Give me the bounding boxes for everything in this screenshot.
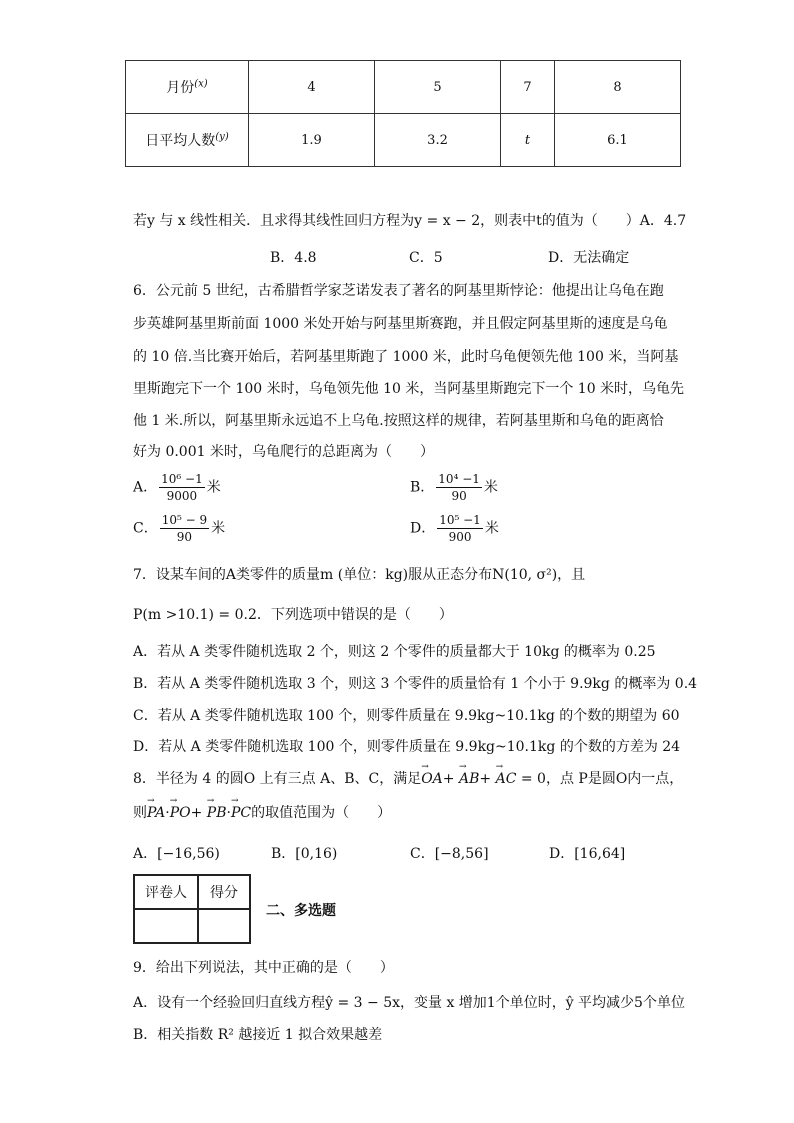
score-cell	[198, 909, 250, 943]
q8-line2: 则→ PA·→ PO+ → PB·→ PC的取值范围为（ ）	[133, 802, 391, 822]
section-title: 二、多选题	[266, 903, 336, 919]
q9-option-a: A．设有一个经验回归直线方程ŷ = 3 − 5x，变量 x 增加1个单位时，ŷ 平均减少5个单位	[133, 995, 685, 1011]
table-cell: 1.9	[249, 114, 375, 167]
q6-line: 的 10 倍.当比赛开始后，若阿基里斯跑了 1000 米，此时乌龟便领先他 100 米，当阿基	[133, 349, 679, 365]
row-var: (y)	[215, 131, 229, 143]
row-label: 月份	[166, 80, 195, 96]
table-cell: 5	[375, 61, 501, 114]
fraction	[437, 513, 483, 544]
unit: 米	[206, 479, 221, 496]
q6-option-a	[133, 472, 221, 503]
q5-option-d: D．无法确定	[548, 250, 630, 266]
score-header: 得分	[198, 875, 250, 909]
q6-line: 步英雄阿基里斯前面 1000 米处开始与阿基里斯赛跑，并且假定阿基里斯的速度是乌龟	[133, 316, 668, 332]
q5-stem: 若y 与 x 线性相关．且求得其线性回归方程为y = x − 2，则表中t的值为（ ）A．4.7	[133, 213, 687, 229]
q8-option-d: D．[16,64]	[549, 846, 626, 862]
q6-line: 6．公元前 5 世纪，古希腊哲学家芝诺发表了著名的阿基里斯悖论：他提出让乌龟在跑	[133, 283, 664, 299]
option-label: A．	[133, 479, 158, 496]
fraction	[160, 513, 209, 544]
row-label: 日平均人数	[145, 133, 216, 149]
table-cell: 4	[249, 61, 375, 114]
unit: 米	[483, 479, 498, 496]
table-row	[126, 61, 681, 114]
vector-ac: → AC	[496, 771, 517, 787]
option-label: B．	[410, 479, 435, 496]
q5-option-c: C．5	[409, 250, 443, 266]
numerator: 10⁴ −1	[438, 472, 480, 486]
option-label: C．	[133, 520, 158, 537]
table-row	[134, 875, 250, 909]
vector-pb: → PB	[207, 805, 227, 821]
numerator: 10⁶ −1	[161, 472, 203, 486]
data-table	[125, 60, 681, 167]
q8-text: 的取值范围为（ ）	[251, 805, 392, 821]
q8-text: 则	[133, 805, 147, 821]
q7-option-d: D．若从 A 类零件随机选取 100 个，则零件质量在 9.9kg~10.1kg 的个数的方差为 24	[133, 739, 681, 755]
q7-option-b: B．若从 A 类零件随机选取 3 个，则这 3 个零件的质量恰有 1 个小于 9.9kg 的概率为 0.4	[133, 676, 698, 692]
table-header-people	[126, 114, 249, 167]
table-row	[126, 114, 681, 167]
q9-option-b: B．相关指数 R² 越接近 1 拟合效果越差	[133, 1027, 383, 1043]
q6-line: 他 1 米.所以，阿基里斯永远追不上乌龟.按照这样的规律，若阿基里斯和乌龟的距离恰	[133, 413, 664, 429]
table-cell: 7	[501, 61, 555, 114]
table-row	[134, 909, 250, 943]
table-header-month	[126, 61, 249, 114]
unit: 米	[211, 520, 226, 537]
denominator: 90	[451, 489, 467, 503]
q6-line: 里斯跑完下一个 100 米时，乌龟领先他 10 米，当阿基里斯跑完下一个 10 米时，乌龟先	[133, 381, 685, 397]
table-cell: 3.2	[375, 114, 501, 167]
vector-oa: → OA	[421, 771, 443, 787]
table-cell: t	[501, 114, 555, 167]
q7-line2: P(m >10.1) = 0.2．下列选项中错误的是（ ）	[133, 607, 453, 623]
q7-option-a: A．若从 A 类零件随机选取 2 个，则这 2 个零件的质量都大于 10kg 的概率为 0.25	[133, 644, 656, 660]
q8-option-c: C．[−8,56]	[410, 846, 489, 862]
denominator: 90	[176, 530, 193, 544]
vector-pc: → PC	[231, 805, 251, 821]
vector-pa: → PA	[147, 805, 165, 821]
grader-cell	[134, 909, 198, 943]
q8-option-b: B．[0,16)	[271, 846, 338, 862]
row-var: (x)	[194, 78, 208, 90]
grading-box	[133, 874, 251, 944]
q5-option-b: B．4.8	[270, 250, 317, 266]
grader-header: 评卷人	[134, 875, 198, 909]
q7-option-c: C．若从 A 类零件随机选取 100 个，则零件质量在 9.9kg~10.1kg 的个数的期望为 60	[133, 708, 680, 724]
option-label: D．	[410, 520, 436, 537]
table-cell: 8	[554, 61, 680, 114]
denominator: 900	[448, 530, 472, 544]
denominator: 9000	[166, 489, 198, 503]
q6-option-b	[410, 472, 498, 503]
fraction	[159, 472, 205, 503]
numerator: 10⁵ − 9	[161, 513, 208, 527]
numerator: 10⁵ −1	[439, 513, 481, 527]
fraction	[436, 472, 482, 503]
q8-option-a: A．[−16,56)	[133, 846, 220, 862]
q6-option-c	[133, 513, 225, 544]
q9-stem: 9．给出下列说法，其中正确的是（ ）	[133, 960, 394, 976]
q8-text: 8．半径为 4 的圆O 上有三点 A、B、C，满足	[133, 771, 422, 787]
vector-ab: → AB	[459, 771, 479, 787]
q6-line: 好为 0.001 米时，乌龟爬行的总距离为（ ）	[133, 444, 434, 460]
table-cell: 6.1	[554, 114, 680, 167]
q6-option-d	[410, 513, 499, 544]
q7-line1: 7．设某车间的A类零件的质量m (单位：kg)服从正态分布N(10, σ²)，且	[133, 567, 586, 583]
q8-text: ，点 P是圆O内一点，	[545, 771, 684, 787]
unit: 米	[484, 520, 499, 537]
vector-po: → PO	[170, 805, 191, 821]
q8-line1: 8．半径为 4 的圆O 上有三点 A、B、C，满足→ OA+ → AB+ → AC = 0，点 P是圆O内一点，	[133, 768, 683, 788]
q8-eq: = 0	[520, 771, 546, 787]
